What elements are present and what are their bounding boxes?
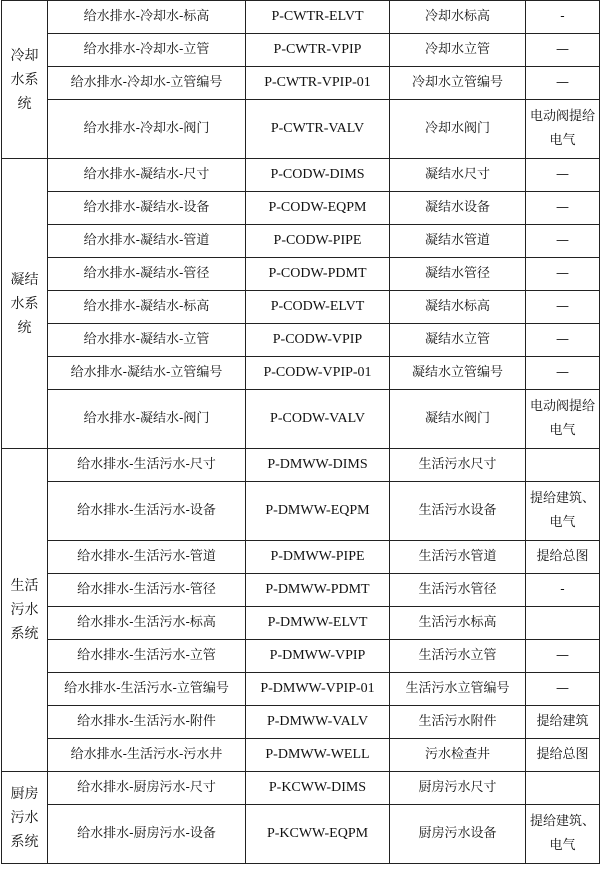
- note-cell: —: [526, 34, 600, 67]
- layer-code-cell: P-CODW-VALV: [246, 390, 390, 449]
- layer-name-cell: 给水排水-生活污水-附件: [48, 706, 246, 739]
- layer-name-cell: 给水排水-生活污水-立管: [48, 640, 246, 673]
- layer-desc-cell: 凝结水标高: [390, 291, 526, 324]
- layer-desc-cell: 冷却水立管编号: [390, 67, 526, 100]
- layer-name-cell: 给水排水-凝结水-立管编号: [48, 357, 246, 390]
- layer-code-cell: P-DMWW-VPIP: [246, 640, 390, 673]
- layer-desc-cell: 厨房污水设备: [390, 805, 526, 864]
- group-label: 冷却水系统: [2, 1, 48, 159]
- note-cell: —: [526, 673, 600, 706]
- note-cell: [526, 607, 600, 640]
- layer-code-cell: P-DMWW-EQPM: [246, 482, 390, 541]
- layer-name-cell: 给水排水-冷却水-标高: [48, 1, 246, 34]
- layer-desc-cell: 凝结水阀门: [390, 390, 526, 449]
- table-row: [2, 324, 600, 357]
- layer-desc-cell: 污水检查井: [390, 739, 526, 772]
- table-row: [2, 574, 600, 607]
- table-row: [2, 1, 600, 34]
- layer-code-cell: P-CODW-PIPE: [246, 225, 390, 258]
- layer-desc-cell: 凝结水管道: [390, 225, 526, 258]
- table-row: [2, 541, 600, 574]
- layer-name-cell: 给水排水-厨房污水-设备: [48, 805, 246, 864]
- layer-desc-cell: 凝结水设备: [390, 192, 526, 225]
- table-row: [2, 100, 600, 159]
- layer-name-cell: 给水排水-生活污水-设备: [48, 482, 246, 541]
- layer-desc-cell: 凝结水尺寸: [390, 159, 526, 192]
- note-cell: 提给总图: [526, 541, 600, 574]
- layer-name-cell: 给水排水-凝结水-立管: [48, 324, 246, 357]
- layer-desc-cell: 生活污水设备: [390, 482, 526, 541]
- layer-desc-cell: 生活污水尺寸: [390, 449, 526, 482]
- note-cell: —: [526, 192, 600, 225]
- layer-name-cell: 给水排水-凝结水-阀门: [48, 390, 246, 449]
- layer-name-cell: 给水排水-凝结水-管径: [48, 258, 246, 291]
- note-cell: 电动阀提给电气: [526, 100, 600, 159]
- table-row: [2, 640, 600, 673]
- layer-code-cell: P-CODW-VPIP: [246, 324, 390, 357]
- note-cell: —: [526, 357, 600, 390]
- layer-desc-cell: 生活污水附件: [390, 706, 526, 739]
- note-cell: —: [526, 258, 600, 291]
- layer-code-cell: P-CODW-EQPM: [246, 192, 390, 225]
- layer-code-cell: P-DMWW-VALV: [246, 706, 390, 739]
- layer-name-cell: 给水排水-凝结水-标高: [48, 291, 246, 324]
- note-cell: [526, 449, 600, 482]
- layer-code-cell: P-CWTR-VPIP-01: [246, 67, 390, 100]
- layer-desc-cell: 生活污水立管: [390, 640, 526, 673]
- table-row: [2, 805, 600, 864]
- layer-name-cell: 给水排水-凝结水-管道: [48, 225, 246, 258]
- layer-desc-cell: 凝结水立管编号: [390, 357, 526, 390]
- layer-name-cell: 给水排水-生活污水-立管编号: [48, 673, 246, 706]
- layer-name-cell: 给水排水-厨房污水-尺寸: [48, 772, 246, 805]
- layer-code-cell: P-CODW-DIMS: [246, 159, 390, 192]
- table-row: [2, 67, 600, 100]
- layer-desc-cell: 冷却水立管: [390, 34, 526, 67]
- layer-name-cell: 给水排水-生活污水-管径: [48, 574, 246, 607]
- layer-code-cell: P-DMWW-VPIP-01: [246, 673, 390, 706]
- table-row: [2, 739, 600, 772]
- layer-code-cell: P-DMWW-WELL: [246, 739, 390, 772]
- layer-code-cell: P-KCWW-EQPM: [246, 805, 390, 864]
- layer-code-cell: P-CWTR-VALV: [246, 100, 390, 159]
- note-cell: 提给建筑: [526, 706, 600, 739]
- layer-name-cell: 给水排水-凝结水-尺寸: [48, 159, 246, 192]
- layer-desc-cell: 生活污水管道: [390, 541, 526, 574]
- table-row: [2, 357, 600, 390]
- table-row: [2, 34, 600, 67]
- layer-code-cell: P-DMWW-PDMT: [246, 574, 390, 607]
- layer-desc-cell: 凝结水立管: [390, 324, 526, 357]
- layer-desc-cell: 生活污水立管编号: [390, 673, 526, 706]
- note-cell: -: [526, 574, 600, 607]
- table-row: [2, 291, 600, 324]
- layer-name-cell: 给水排水-冷却水-立管编号: [48, 67, 246, 100]
- group-label: 生活污水系统: [2, 449, 48, 772]
- note-cell: 提给总图: [526, 739, 600, 772]
- layer-name-cell: 给水排水-冷却水-立管: [48, 34, 246, 67]
- group-label: 厨房污水系统: [2, 772, 48, 864]
- layer-code-cell: P-KCWW-DIMS: [246, 772, 390, 805]
- layer-desc-cell: 生活污水标高: [390, 607, 526, 640]
- note-cell: —: [526, 225, 600, 258]
- layer-name-cell: 给水排水-凝结水-设备: [48, 192, 246, 225]
- table-row: [2, 449, 600, 482]
- layer-desc-cell: 冷却水阀门: [390, 100, 526, 159]
- layer-desc-cell: 冷却水标高: [390, 1, 526, 34]
- layer-name-cell: 给水排水-生活污水-污水井: [48, 739, 246, 772]
- layer-code-cell: P-DMWW-PIPE: [246, 541, 390, 574]
- note-cell: —: [526, 291, 600, 324]
- table-row: [2, 772, 600, 805]
- layer-name-cell: 给水排水-生活污水-标高: [48, 607, 246, 640]
- layer-code-cell: P-CODW-PDMT: [246, 258, 390, 291]
- table-row: [2, 159, 600, 192]
- layer-code-cell: P-CODW-VPIP-01: [246, 357, 390, 390]
- note-cell: 提给建筑、电气: [526, 482, 600, 541]
- layer-code-cell: P-CWTR-VPIP: [246, 34, 390, 67]
- layer-desc-cell: 生活污水管径: [390, 574, 526, 607]
- note-cell: —: [526, 159, 600, 192]
- table-row: [2, 192, 600, 225]
- layer-code-cell: P-CODW-ELVT: [246, 291, 390, 324]
- layer-code-cell: P-CWTR-ELVT: [246, 1, 390, 34]
- note-cell: 提给建筑、电气: [526, 805, 600, 864]
- layer-code-cell: P-DMWW-ELVT: [246, 607, 390, 640]
- layer-name-cell: 给水排水-生活污水-管道: [48, 541, 246, 574]
- table-row: [2, 225, 600, 258]
- group-label: 凝结水系统: [2, 159, 48, 449]
- layer-name-cell: 给水排水-冷却水-阀门: [48, 100, 246, 159]
- note-cell: —: [526, 640, 600, 673]
- layer-desc-cell: 凝结水管径: [390, 258, 526, 291]
- note-cell: -: [526, 1, 600, 34]
- note-cell: 电动阀提给电气: [526, 390, 600, 449]
- table-row: [2, 607, 600, 640]
- table-row: [2, 706, 600, 739]
- note-cell: —: [526, 324, 600, 357]
- note-cell: [526, 772, 600, 805]
- layer-name-cell: 给水排水-生活污水-尺寸: [48, 449, 246, 482]
- note-cell: —: [526, 67, 600, 100]
- table-row: [2, 482, 600, 541]
- table-row: [2, 258, 600, 291]
- table-row: [2, 673, 600, 706]
- layer-code-cell: P-DMWW-DIMS: [246, 449, 390, 482]
- table-row: [2, 390, 600, 449]
- layer-desc-cell: 厨房污水尺寸: [390, 772, 526, 805]
- layer-standard-table: [1, 0, 600, 864]
